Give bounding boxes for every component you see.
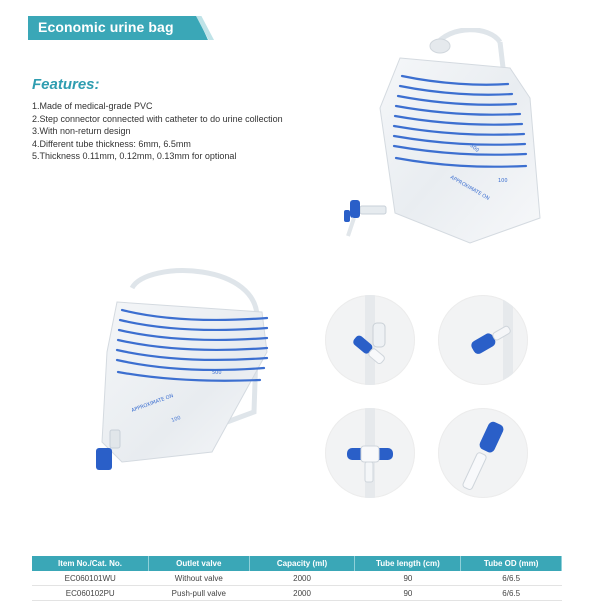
svg-text:100: 100 [498, 178, 508, 184]
column-header-item-no: Item No./Cat. No. [32, 556, 148, 571]
product-photo-bag-push-pull [340, 28, 570, 253]
feature-item: 3.With non-return design [32, 126, 131, 136]
table-cell: EC060101WU [32, 571, 148, 586]
valve-detail-closed [325, 295, 415, 385]
feature-item: 5.Thickness 0.11mm, 0.12mm, 0.13mm for optional [32, 151, 237, 161]
feature-item: 4.Different tube thickness: 6mm, 6.5mm [32, 138, 191, 149]
column-header-tube-length: Tube length (cm) [355, 556, 461, 571]
table-cell: 2000 [249, 586, 355, 601]
table-row [32, 571, 562, 586]
table-cell: 90 [355, 586, 461, 601]
table-cell: Push-pull valve [148, 586, 249, 601]
column-header-capacity: Capacity (ml) [249, 556, 355, 571]
valve-detail-cap [438, 408, 528, 498]
table-cell: 90 [355, 571, 461, 586]
valve-detail-connector [325, 408, 415, 498]
table-cell: Without valve [148, 571, 249, 586]
svg-text:100: 100 [170, 414, 182, 424]
column-header-outlet-valve: Outlet valve [148, 556, 249, 571]
table-header-row [32, 556, 562, 571]
table-cell: 2000 [249, 571, 355, 586]
features-heading: Features: [32, 76, 100, 93]
spec-table [32, 556, 562, 601]
features-list [32, 100, 283, 163]
table-cell: EC060102PU [32, 586, 148, 601]
svg-text:500: 500 [212, 370, 222, 376]
valve-detail-open [438, 295, 528, 385]
feature-item: 2.Step connector connected with catheter to do urine collection [32, 113, 283, 124]
table-cell: 6/6.5 [461, 586, 562, 601]
product-photo-bag-without-valve [62, 262, 292, 487]
svg-text:APPROXIMATE ON: APPROXIMATE ON [449, 174, 491, 202]
table-row [32, 586, 562, 601]
svg-text:APPROXIMATE ON: APPROXIMATE ON [130, 393, 175, 414]
svg-text:500: 500 [468, 142, 480, 154]
feature-item: 1.Made of medical-grade PVC [32, 101, 153, 111]
table-cell: 6/6.5 [461, 571, 562, 586]
column-header-tube-od: Tube OD (mm) [461, 556, 562, 571]
page-title: Economic urine bag [38, 19, 174, 35]
